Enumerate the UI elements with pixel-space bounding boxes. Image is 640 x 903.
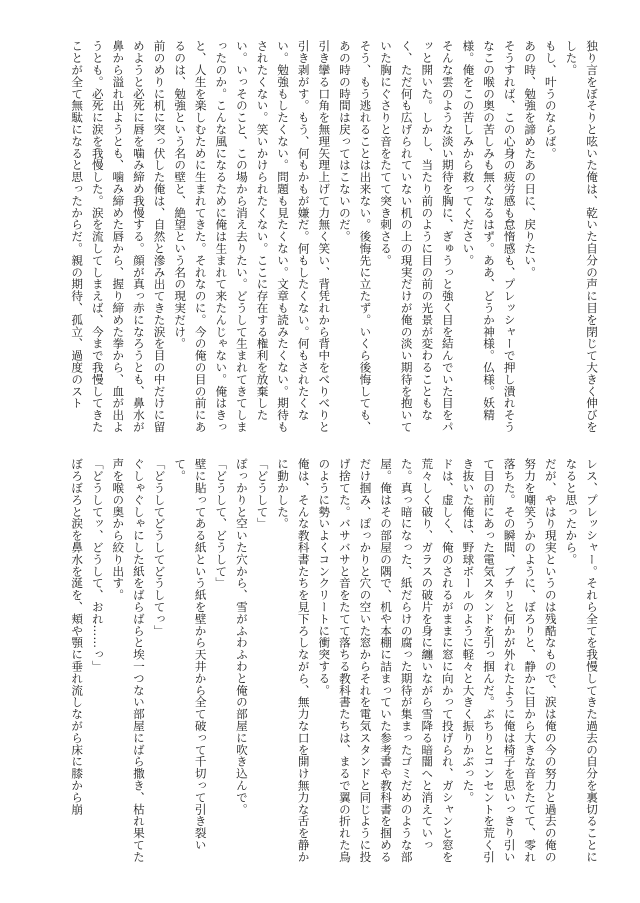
- paragraph: レス、プレッシャー。それら全てを我慢してきた過去の自分を裏切ることになると思ったから。: [564, 458, 599, 863]
- paragraph: 前のめりに机に突っ伏した俺は、自然と滲み出てきた涙を目の中だけに留めようと必死に唇を噛み締め我慢する。顔が真っ赤になろうとも、鼻水が鼻から溢れ出ようとも、噛み締めた唇から、握り締めた拳から、血が出ようとも。必死に涙を我慢した。涙を流してしまえば、今まで我慢してきたことが全て無駄になると思ったからだ。親の期待、孤立、過度のスト: [70, 40, 167, 433]
- paragraph: 引き攣る口角を無理矢理上げて力無く笑い、背凭れから背中をべりべりと引き剥がす。もう、何もかもが嫌だ。何もしたくない。何もされたくない。勉強もしたくない。問題も見たくない。文章も読みたくない。期待もされたくない。笑いかけられたくない。ここに存在する権利を放棄したい。いっそのこと、この場から消え去りたい。どうして生まれてきてしまったのか。こんな風になるために俺は生まれて来たんじゃない。俺はきっと、人生を楽しむために生まれてきた。それなのに。今の俺の目の前にあるのは、勉強という名の壁と、絶望という名の現実だけ。: [173, 40, 332, 433]
- paragraph: ぐしゃぐしゃにした紙をばらばらと埃一つない部屋にばら撒き、枯れ果てた声を喉の奥から絞り出す。: [111, 458, 146, 863]
- paragraph: 「どうして、どうして」: [214, 458, 229, 589]
- paragraph: そんな雲のような淡い期待を胸に、ぎゅうっと強く目を結んでいた目をパッと開いた。しかし、当たり前のように目の前の光景が変わることもなく、ただ何も広げられていない机の上の現実だけが俺の淡い期待を抱いていた胸にぐさりと音をたてて突き刺さる。: [379, 40, 455, 433]
- paragraph: ドは、虚しく、俺のされるがままに窓に向かって投げられ、ガシャンと窓を荒々しく破り、ガラスの破片を身に纏いながら雪降る暗闇へと消えていった。真っ暗になった、紙だらけの腐った期待が集まったゴミだめのような部屋。俺はその部屋の隅で、机や本棚に詰まっていた参考書や教科書を掴めるだけ掴み、ぽっかりと穴の空いた窓からそれを電気スタンドと同じように投げ捨てた。バサバサと音をたてて落ちる教科書たちは、まるで翼の折れた鳥のように勢いよくコンクリートに衝突する。: [317, 458, 455, 863]
- paragraph: 俺は、そんな教科書たちを見下ろしながら、無力な口を開け無力な舌を静かに動かした。: [276, 458, 311, 863]
- paragraph: そう、もう逃れることは出来ない。後悔先に立たず。いくら後悔しても、あの時の時間は戻ってはこないのだ。: [337, 40, 373, 433]
- paragraph: 独り言をぼそりと呟いた俺は、乾いた自分の声に目を閉じて大きく伸びをした。: [564, 40, 599, 433]
- upper-text-block: [38, 40, 602, 435]
- paragraph: ぽっかりと空いた穴から、雪がふわふわと俺の部屋に吹き込んで。: [234, 458, 249, 815]
- paragraph: だが、やはり現実というのは残酷なもので、涙は俺の今の努力と過去の俺の努力を嘲笑うかのように、ぼろりと、静かに目から大きな音をたてて、零れ落ちた。その瞬間、ブチリと何かが外れたように俺は椅子を思いっきり引いて目の前にあった電気スタンドを引っ掴んだ。ぶちりとコンセントを荒く引き抜いた俺は、野球ボールのように軽々と大きく振りかぶった。: [461, 458, 558, 863]
- paragraph: あの時、勉強を諦めたあの日に、戻りたい。: [523, 40, 538, 278]
- paragraph: 「どうしてッ、どうして、おれ……っ」: [90, 458, 105, 673]
- paragraph: 壁に貼ってある紙という紙を壁から天井から全て破って千切って引き裂いて。: [173, 458, 208, 851]
- paragraph: そうすれば、この心身の疲労感も怠惰感も、プレッシャーで押し潰れそうなこの喉の奥の苦しみも無くなるはず。ああ、どうか神様。仏様。妖精様。俺をこの苦しみから救ってください。: [461, 40, 517, 433]
- paragraph: 「どうしてどうしてどうしてっ」: [152, 458, 167, 637]
- paragraph: もし、叶うのならば。: [543, 40, 558, 159]
- paragraph: ぼろぼろと涙を鼻水を涎を、頬や顎に垂れ流しながら床に膝から崩: [70, 458, 85, 815]
- paragraph: 「どうして」: [255, 458, 270, 530]
- lower-text-block: [38, 458, 602, 863]
